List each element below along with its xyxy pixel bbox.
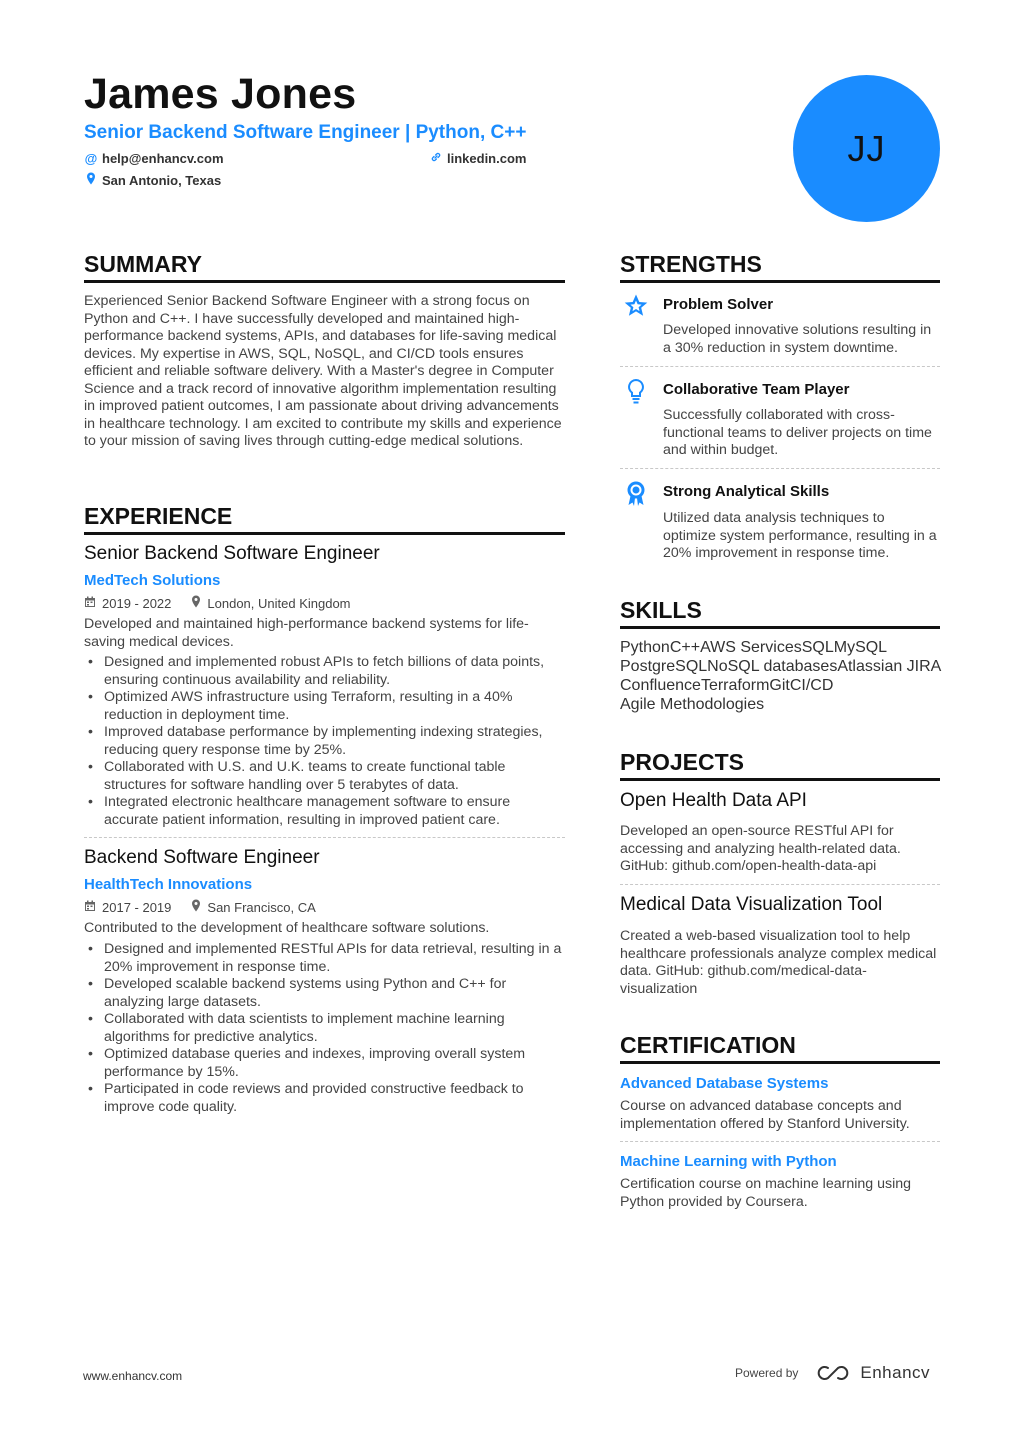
skill-item: SQL (801, 639, 834, 656)
certification-title: Advanced Database Systems (620, 1075, 829, 1092)
certification-description: Certification course on machine learning using Python provided by Coursera. (620, 1176, 912, 1210)
strength-title: Collaborative Team Player (663, 381, 850, 398)
divider (620, 1141, 940, 1142)
enhancv-logo-icon (816, 1364, 850, 1382)
job-title: Backend Software Engineer (84, 847, 320, 868)
job-meta (84, 899, 316, 915)
star-icon (622, 292, 650, 320)
lightbulb-icon (622, 377, 650, 405)
skill-item: CI/CD (789, 677, 834, 694)
list-item: • Optimized AWS infrastructure using Terraform, resulting in a 40% reduction in deployment time. (84, 689, 565, 724)
certification-description: Course on advanced database concepts and implementation offered by Stanford University. (620, 1098, 910, 1132)
strength-description: Developed innovative solutions resulting in a 30% reduction in system downtime. (663, 322, 932, 356)
strength-title: Strong Analytical Skills (663, 483, 830, 500)
list-item: • Integrated electronic healthcare management software to ensure accurate patient information, resulting in improved patient care. (84, 794, 565, 829)
brand-name: Enhancv (860, 1363, 931, 1382)
job-bullets (84, 941, 565, 1116)
list-item: • Improved database performance by implementing indexing strategies, reducing query response time by 25%. (84, 724, 565, 759)
divider (620, 468, 940, 469)
skill-item: C++ (669, 639, 701, 656)
footer-website[interactable]: www.enhancv.com (83, 1369, 183, 1383)
job-title: Senior Backend Software Engineer (84, 543, 380, 564)
company-name: HealthTech Innovations (84, 876, 253, 893)
experience-heading: EXPERIENCE (84, 503, 565, 535)
headline: Senior Backend Software Engineer | Python, C++ (84, 122, 527, 143)
project-title: Open Health Data API (620, 790, 807, 811)
location-pin-icon (191, 899, 201, 915)
job-description: Developed and maintained high-performance backend systems for life-saving medical devices. (84, 616, 529, 650)
job-meta (84, 595, 351, 611)
list-item: • Designed and implemented RESTful APIs for data retrieval, resulting in a 20% improvement in response time. (84, 941, 565, 976)
strength-title: Problem Solver (663, 296, 774, 313)
skills-list (620, 638, 950, 714)
divider (620, 884, 940, 885)
job-location: San Francisco, CA (207, 899, 316, 915)
avatar (793, 75, 940, 222)
list-item: • Collaborated with U.S. and U.K. teams to create functional table structures for software handling over 5 terabytes of data. (84, 759, 565, 794)
skill-item: Git (769, 677, 790, 694)
list-item: • Developed scalable backend systems using Python and C++ for analyzing large datasets. (84, 976, 565, 1011)
skill-item: MySQL (833, 639, 888, 656)
contact-email[interactable] (84, 151, 224, 166)
projects-heading: PROJECTS (620, 749, 940, 781)
certification-title: Machine Learning with Python (620, 1153, 837, 1170)
skill-item: AWS Services (700, 639, 802, 656)
job-dates: 2019 - 2022 (102, 595, 172, 611)
skills-heading: SKILLS (620, 597, 940, 629)
footer-branding (735, 1363, 930, 1383)
company-name: MedTech Solutions (84, 572, 221, 589)
list-item: • Designed and implemented robust APIs to fetch billions of data points, ensuring continuous availability and reliability. (84, 654, 565, 689)
skill-item: Python (620, 639, 670, 656)
list-item: • Optimized database queries and indexes, improving overall system performance by 15%. (84, 1046, 565, 1081)
job-dates: 2017 - 2019 (102, 899, 172, 915)
at-icon: @ (84, 151, 98, 166)
project-description: Developed an open-source RESTful API for accessing and analyzing health-related data. GitHub: github.com/open-health-data-api (620, 823, 901, 874)
summary-text: Experienced Senior Backend Software Engineer with a strong focus on Python and C++. I have successfully developed and maintained high-performance backend systems, APIs, and databases for life-saving medical devices. My expertise in AWS, SQL, NoSQL, and CI/CD tools ensures efficient and reliable software delivery. With a Master's degree in Computer Science and a track record of innovative algorithm implementation resulting in improved patient outcomes, I am passionate about driving advancements in healthcare technology. I am excited to contribute my skills and experience to your mission of saving lives through cutting-edge medical solutions. (84, 293, 562, 449)
skill-item: NoSQL databases (707, 658, 838, 675)
email-text: help@enhancv.com (102, 151, 224, 166)
link-icon (429, 151, 443, 166)
skill-item: Confluence (620, 677, 701, 694)
divider (84, 837, 565, 838)
contact-location (84, 172, 221, 188)
calendar-icon (84, 596, 96, 611)
award-ribbon-icon (622, 479, 650, 507)
location-pin-icon (84, 172, 98, 188)
summary-heading: SUMMARY (84, 251, 565, 283)
certification-heading: CERTIFICATION (620, 1032, 940, 1064)
avatar-initials: JJ (847, 127, 886, 169)
skill-item: PostgreSQL (620, 658, 708, 675)
candidate-name: James Jones (84, 70, 357, 118)
skill-item: Atlassian JIRA (837, 658, 942, 675)
job-bullets (84, 654, 565, 829)
strength-description: Utilized data analysis techniques to optimize system performance, resulting in a 20% improvement in response time. (663, 510, 937, 561)
divider (620, 366, 940, 367)
job-description: Contributed to the development of healthcare software solutions. (84, 920, 490, 936)
project-description: Created a web-based visualization tool to help healthcare professionals analyze complex medical data. GitHub: github.com/medical-data-visualization (620, 928, 937, 997)
linkedin-text: linkedin.com (447, 151, 527, 166)
project-title: Medical Data Visualization Tool (620, 894, 883, 915)
location-text: San Antonio, Texas (102, 172, 222, 188)
skill-item: Agile Methodologies (620, 696, 765, 713)
job-location: London, United Kingdom (207, 595, 351, 611)
powered-by-text: Powered by (735, 1366, 799, 1380)
list-item: • Participated in code reviews and provided constructive feedback to improve code quality. (84, 1081, 565, 1116)
list-item: • Collaborated with data scientists to implement machine learning algorithms for predictive analytics. (84, 1011, 565, 1046)
strength-description: Successfully collaborated with cross-functional teams to deliver projects on time and within budget. (663, 407, 932, 458)
skill-item: Terraform (700, 677, 770, 694)
contact-linkedin[interactable] (429, 151, 526, 166)
strengths-heading: STRENGTHS (620, 251, 940, 283)
calendar-icon (84, 900, 96, 915)
location-pin-icon (191, 595, 201, 611)
